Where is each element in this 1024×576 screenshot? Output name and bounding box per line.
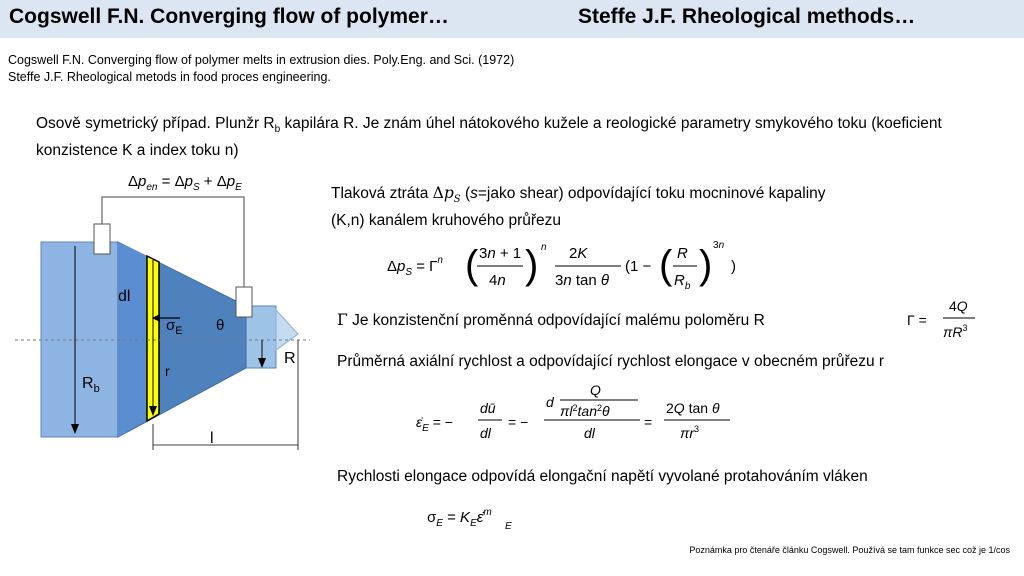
pressure-loss-text-a: Tlaková ztráta [331, 185, 433, 202]
pressure-sum-equation: $\Delta p_{en} = \Delta p_S + \Delta p_E$ [128, 173, 242, 193]
svg-text:(: ( [659, 243, 673, 287]
svg-text:3n + 1: 3n + 1 [479, 245, 522, 262]
svg-text:dl: dl [584, 425, 595, 441]
velocity-text: Průměrná axiální rychlost a odpovídající rychlost elongace v obecném průřezu r [337, 353, 885, 370]
svg-text:4Q: 4Q [949, 298, 968, 314]
svg-text:= −: = − [508, 414, 529, 430]
footnote: Poznámka pro čtenáře článku Cogswell. Používá se tam funkce sec což je 1/cos [689, 545, 1010, 555]
svg-text:=: = [644, 414, 653, 430]
l-label: l [210, 430, 214, 447]
svg-text:3n tan θ: 3n tan θ [555, 272, 610, 289]
svg-text:2K: 2K [569, 245, 588, 262]
delta-ps-equation [385, 236, 755, 296]
svg-text:Q: Q [590, 382, 601, 398]
svg-text:dū: dū [480, 400, 496, 416]
r-label: r [165, 363, 170, 379]
svg-text:πl2tan2θ: $\pi l^2\tan^2\theta$ [560, 403, 610, 419]
svg-text:): ) [525, 243, 539, 287]
intro-subscript: b [274, 124, 281, 136]
slide-title-right: Steffe J.F. Rheological methods… [578, 5, 916, 28]
gamma-line [337, 310, 765, 331]
pressure-loss-text [331, 183, 826, 231]
elongation-stress-text: Rychlosti elongace odpovídá elongační napětí vyvolané protahováním vláken [337, 468, 868, 485]
pressure-transducer-barrel [94, 224, 110, 254]
svg-text:): ) [731, 258, 736, 275]
delta-ps-inline: $\Delta p_S$ [432, 184, 461, 206]
svg-text:(1 −: (1 − [625, 258, 652, 275]
reference-steffe: Steffe J.F. Rheological metods in food proces engineering. [8, 70, 331, 84]
svg-text:Γ =: Γ = [907, 312, 927, 328]
rb-label: $R_b$ [82, 375, 100, 395]
pressure-loss-text-c: =jako shear) odpovídající toku mocninové kapaliny [477, 185, 826, 202]
svg-text:3n: 3n [713, 240, 725, 251]
pressure-loss-text-line2: (K,n) kanálem kruhového průřezu [331, 212, 562, 230]
dl-label: dl [118, 288, 131, 305]
svg-text:(: ( [465, 243, 479, 287]
theta-label: θ [216, 317, 225, 334]
sigma-e-equation [425, 500, 535, 534]
svg-text:2Q tan θ: 2Q tan θ [666, 400, 720, 416]
intro-text-a: Osově symetrický případ. Plunžr R [36, 115, 275, 132]
sigma-label: $\sigma_E$ [166, 317, 183, 337]
svg-text:ε̇E = −: $\varepsiloṅ_E$ = − [416, 414, 453, 434]
slide-title-left: Cogswell F.N. Converging flow of polymer… [9, 5, 449, 28]
svg-text:d: d [546, 394, 554, 410]
die-exit-wedge [276, 310, 298, 350]
svg-text:ΔpS = Γn: $\Delta p_S = \Gamma^n$ [387, 255, 443, 278]
svg-text:): ) [699, 243, 713, 287]
svg-text:dl: dl [480, 425, 491, 441]
svg-text:πr3: $\pi r^3$ [680, 424, 700, 441]
die-diagram [0, 0, 330, 576]
pressure-transducer-die [236, 287, 252, 317]
svg-text:Rb: $R_b$ [674, 272, 691, 292]
gamma-symbol: Γ [337, 311, 348, 329]
svg-text:R: R [677, 245, 688, 262]
elongation-rate-equation [414, 382, 744, 446]
reference-cogswell: Cogswell F.N. Converging flow of polymer melts in extrusion dies. Poly.Eng. and Sci. (1972) [8, 53, 515, 67]
svg-text:πR3: $\pi R^3$ [943, 323, 968, 340]
svg-text:E: E [505, 521, 512, 532]
gamma-description: Je konzistenční proměnná odpovídající malému poloměru R [347, 312, 765, 329]
pressure-loss-s: s [470, 185, 478, 202]
intro-text-b: kapilára R. Je znám úhel nátokového kužele a reologické parametry smykového toku (koeficient konzistence K a index toku n) [36, 115, 942, 160]
gamma-equation [905, 294, 995, 344]
svg-text:n: n [541, 242, 547, 253]
pressure-loss-text-b: ( [460, 185, 471, 202]
svg-text:σE = KEε̇m: $\sigma_E$ = $K_E\varepsiloṅ^m$ [427, 507, 492, 529]
R-label: R [284, 350, 296, 367]
svg-text:4n: 4n [489, 272, 506, 289]
